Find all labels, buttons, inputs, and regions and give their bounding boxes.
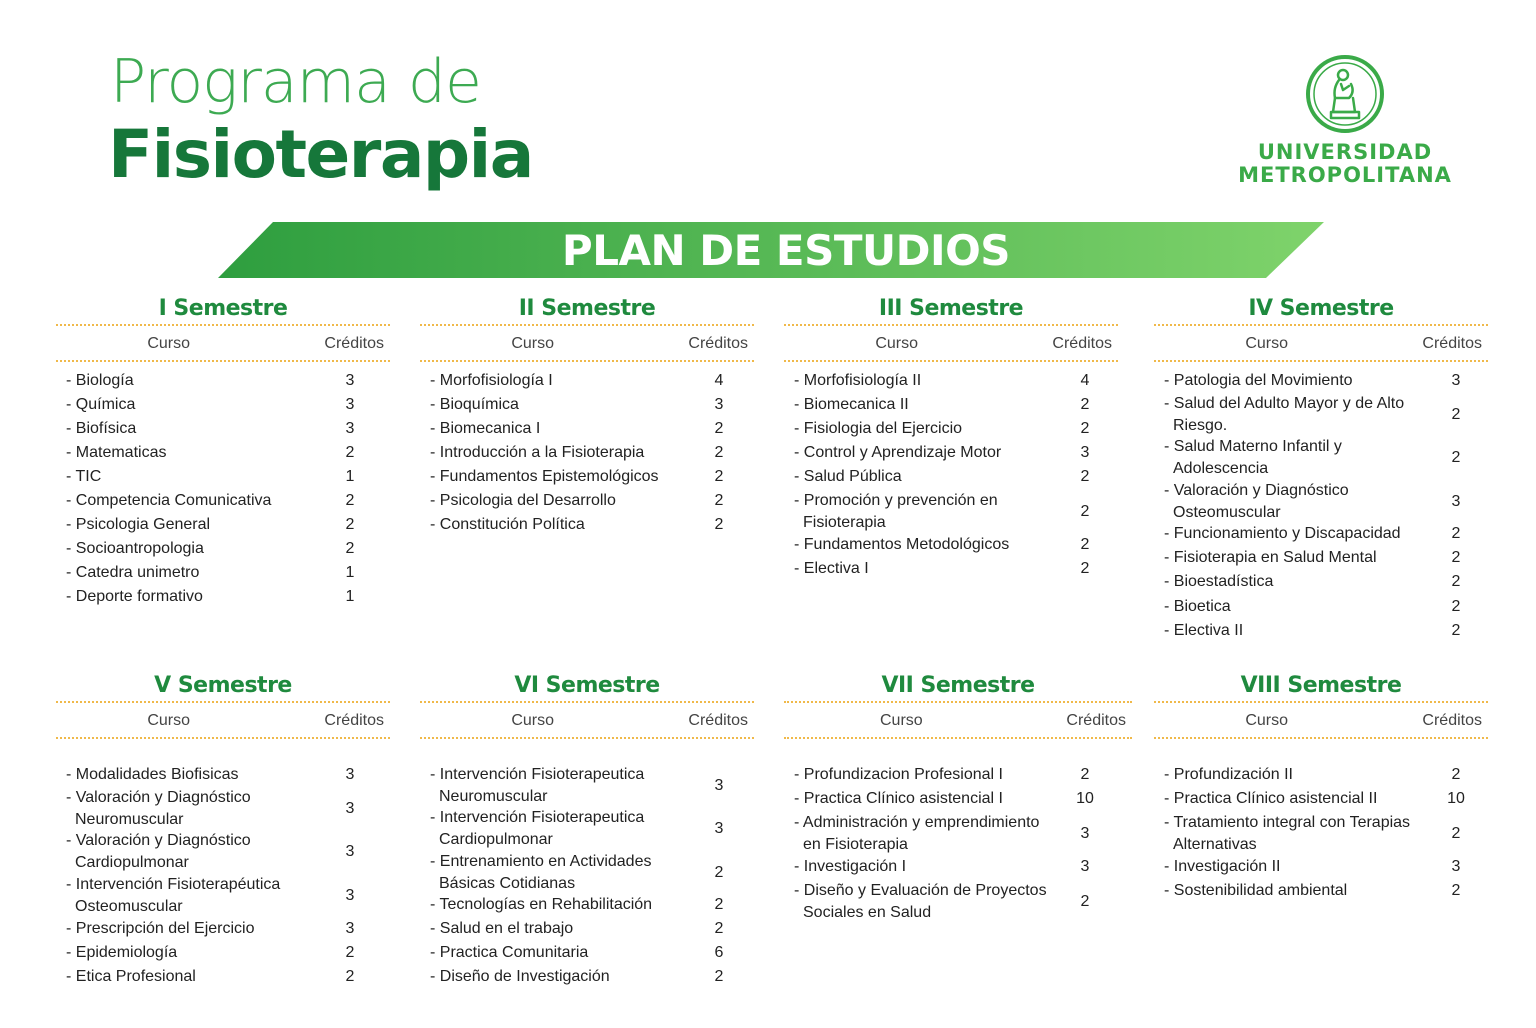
semester-title: I Semestre (158, 296, 288, 321)
course-name: - Morfofisiología II (794, 372, 922, 389)
dotted-divider (420, 737, 754, 739)
course-name: - Administración y emprendimiento (794, 814, 1040, 831)
semester-block (56, 671, 390, 985)
course-credits: 3 (714, 396, 724, 413)
course-name: - Fisioterapia en Salud Mental (1164, 549, 1377, 566)
course-name: - Salud en el trabajo (430, 920, 574, 937)
semester-block (1154, 671, 1488, 899)
course-credits: 2 (1080, 536, 1090, 553)
column-header-credits: Créditos (324, 712, 384, 729)
course-name: - Matematicas (66, 444, 167, 461)
semester-title: IV Semestre (1248, 296, 1394, 321)
course-name-continued: en Fisioterapia (803, 836, 908, 853)
course-name: - Diseño y Evaluación de Proyectos (794, 882, 1047, 899)
course-name: - Biomecanica II (794, 396, 909, 413)
course-name: - Bioquímica (430, 396, 519, 413)
course-name: - Practica Clínico asistencial II (1164, 790, 1378, 807)
column-header-credits: Créditos (1066, 712, 1126, 729)
course-credits: 2 (345, 516, 355, 533)
course-name: - Morfofisiología I (430, 372, 553, 389)
dotted-divider (1154, 737, 1488, 739)
column-header-credits: Créditos (688, 335, 748, 352)
course-name-continued: Osteomuscular (1173, 504, 1281, 521)
course-name: - Practica Comunitaria (430, 944, 589, 961)
course-credits: 3 (1451, 493, 1461, 510)
column-header-course: Curso (147, 335, 191, 352)
course-name-continued: Alternativas (1173, 836, 1257, 853)
column-header-credits: Créditos (324, 335, 384, 352)
course-name: - Epidemiología (66, 944, 178, 961)
course-credits: 2 (714, 444, 724, 461)
course-credits: 2 (714, 896, 724, 913)
course-name: - Diseño de Investigación (430, 968, 610, 985)
course-name: - Biomecanica I (430, 420, 541, 437)
course-credits: 2 (714, 420, 724, 437)
course-name-continued: Sociales en Salud (803, 904, 932, 921)
column-header-course: Curso (880, 712, 923, 729)
course-credits: 3 (345, 372, 355, 389)
course-name: - Electiva I (794, 560, 869, 577)
course-name: - Bioetica (1164, 598, 1231, 615)
course-name: - Practica Clínico asistencial I (794, 790, 1003, 807)
course-name: - Fundamentos Epistemológicos (430, 468, 659, 485)
course-name: - Salud del Adulto Mayor y de Alto (1164, 395, 1405, 412)
course-name: - Bioestadística (1164, 573, 1274, 590)
course-credits: 2 (1451, 525, 1461, 542)
course-credits: 3 (345, 396, 355, 413)
course-credits: 3 (1451, 858, 1461, 875)
thinker-emblem-icon (1305, 54, 1385, 134)
course-credits: 2 (345, 968, 355, 985)
course-name: - Constitución Política (430, 516, 585, 533)
course-name: - Modalidades Biofisicas (66, 766, 239, 783)
course-credits: 2 (1451, 449, 1461, 466)
course-credits: 2 (1451, 598, 1461, 615)
column-header-course: Curso (1245, 712, 1289, 729)
course-credits: 1 (345, 588, 355, 605)
column-header-course: Curso (511, 712, 555, 729)
course-credits: 3 (1080, 444, 1090, 461)
course-name: - Profundizacion Profesional I (794, 766, 1003, 783)
course-name: - Promoción y prevención en (794, 492, 998, 509)
course-name: - Intervención Fisioterapeutica (430, 809, 645, 826)
course-credits: 2 (345, 444, 355, 461)
column-header-course: Curso (511, 335, 555, 352)
course-name: - Catedra unimetro (66, 564, 200, 581)
course-name: - Prescripción del Ejercicio (66, 920, 255, 937)
course-name: - Sostenibilidad ambiental (1164, 882, 1348, 899)
course-name-continued: Osteomuscular (75, 898, 183, 915)
column-header (784, 326, 1118, 360)
column-header (56, 703, 390, 737)
program-title-line1: Programa de (110, 47, 481, 117)
semester-block (1154, 294, 1488, 639)
course-name-continued: Básicas Cotidianas (439, 875, 576, 892)
course-name: - Electiva II (1164, 622, 1244, 639)
course-name-continued: Adolescencia (1173, 460, 1269, 477)
course-credits: 10 (1076, 790, 1094, 807)
column-header-credits: Créditos (1422, 335, 1482, 352)
course-name: - Socioantropologia (66, 540, 204, 557)
course-name: - Psicologia General (66, 516, 211, 533)
dotted-divider (784, 737, 1132, 739)
course-name: - Biofísica (66, 420, 137, 437)
column-header (56, 326, 390, 360)
logo-text-line2: METROPOLITANA (1238, 163, 1452, 187)
semester-title: III Semestre (878, 296, 1024, 321)
course-name: - Deporte formativo (66, 588, 203, 605)
logo-text-line1: UNIVERSIDAD (1257, 140, 1433, 164)
course-credits: 3 (345, 800, 355, 817)
course-credits: 2 (714, 516, 724, 533)
course-credits: 1 (345, 564, 355, 581)
course-name: - Valoración y Diagnóstico (66, 789, 251, 806)
course-name-continued: Neuromuscular (439, 788, 548, 805)
course-name: - Fisiologia del Ejercicio (794, 420, 963, 437)
course-name-continued: Cardiopulmonar (439, 831, 553, 848)
course-credits: 3 (345, 920, 355, 937)
column-header (1154, 703, 1488, 737)
course-credits: 2 (1451, 882, 1461, 899)
dotted-divider (784, 360, 1118, 362)
course-name: - Valoración y Diagnóstico (66, 832, 251, 849)
course-name: - Investigación II (1164, 858, 1281, 875)
course-credits: 3 (345, 420, 355, 437)
course-name: - Salud Pública (794, 468, 902, 485)
course-credits: 2 (1080, 560, 1090, 577)
course-credits: 3 (714, 820, 724, 837)
column-header-credits: Créditos (1422, 712, 1482, 729)
course-credits: 2 (1080, 766, 1090, 783)
course-name: - Tecnologías en Rehabilitación (430, 896, 653, 913)
course-credits: 2 (1451, 766, 1461, 783)
column-header (1154, 326, 1488, 360)
university-logo (1230, 54, 1460, 194)
course-credits: 3 (1080, 858, 1090, 875)
column-header (420, 703, 754, 737)
dotted-divider (420, 360, 754, 362)
banner-title: PLAN DE ESTUDIOS (561, 225, 1011, 275)
course-name: - Etica Profesional (66, 968, 196, 985)
course-credits: 2 (714, 492, 724, 509)
course-credits: 10 (1447, 790, 1465, 807)
course-credits: 3 (1451, 372, 1461, 389)
course-credits: 4 (714, 372, 724, 389)
course-credits: 2 (1080, 893, 1090, 910)
course-name: - Tratamiento integral con Terapias (1164, 814, 1411, 831)
semester-block (420, 671, 754, 985)
column-header (784, 703, 1132, 737)
course-name: - TIC (66, 468, 102, 485)
course-credits: 2 (1451, 549, 1461, 566)
semester-title: VIII Semestre (1240, 673, 1402, 698)
course-name-continued: Neuromuscular (75, 811, 184, 828)
dotted-divider (56, 360, 390, 362)
course-name: - Psicologia del Desarrollo (430, 492, 616, 509)
course-credits: 2 (714, 968, 724, 985)
course-credits: 1 (345, 468, 355, 485)
semester-block (420, 294, 754, 533)
course-credits: 2 (714, 468, 724, 485)
semester-title: V Semestre (154, 673, 292, 698)
course-credits: 6 (714, 944, 724, 961)
semester-title: VI Semestre (514, 673, 660, 698)
course-name-continued: Fisioterapia (803, 514, 886, 531)
column-header-course: Curso (1245, 335, 1289, 352)
course-name: - Competencia Comunicativa (66, 492, 272, 509)
course-credits: 2 (1080, 396, 1090, 413)
course-name: - Profundización II (1164, 766, 1293, 783)
course-credits: 2 (345, 540, 355, 557)
semester-title: II Semestre (518, 296, 656, 321)
course-name: - Entrenamiento en Actividades (430, 853, 652, 870)
course-credits: 4 (1080, 372, 1090, 389)
course-name: - Patologia del Movimiento (1164, 372, 1353, 389)
course-credits: 3 (345, 887, 355, 904)
course-name: - Biología (66, 372, 134, 389)
course-credits: 2 (345, 944, 355, 961)
course-name-continued: Riesgo. (1173, 417, 1228, 434)
semester-block (784, 671, 1132, 921)
column-header-credits: Créditos (688, 712, 748, 729)
course-credits: 2 (1451, 825, 1461, 842)
course-credits: 3 (345, 766, 355, 783)
course-credits: 2 (1451, 406, 1461, 423)
course-credits: 2 (1451, 622, 1461, 639)
column-header-course: Curso (147, 712, 191, 729)
course-credits: 2 (714, 864, 724, 881)
course-credits: 2 (714, 920, 724, 937)
course-name: - Introducción a la Fisioterapia (430, 444, 645, 461)
column-header-credits: Créditos (1052, 335, 1112, 352)
course-name: - Fundamentos Metodológicos (794, 536, 1010, 553)
course-credits: 2 (1080, 503, 1090, 520)
course-name: - Valoración y Diagnóstico (1164, 482, 1349, 499)
course-credits: 2 (1080, 420, 1090, 437)
course-name: - Control y Aprendizaje Motor (794, 444, 1002, 461)
dotted-divider (56, 737, 390, 739)
course-name: - Investigación I (794, 858, 907, 875)
dotted-divider (1154, 360, 1488, 362)
plan-banner (218, 222, 1324, 278)
course-name: - Funcionamiento y Discapacidad (1164, 525, 1401, 542)
semester-title: VII Semestre (881, 673, 1035, 698)
course-name: - Salud Materno Infantil y (1164, 438, 1342, 455)
column-header (420, 326, 754, 360)
semester-block (56, 294, 390, 605)
program-title-line2: Fisioterapia (108, 116, 533, 193)
course-credits: 3 (714, 777, 724, 794)
semester-block (784, 294, 1118, 577)
course-credits: 3 (1080, 825, 1090, 842)
course-credits: 3 (345, 843, 355, 860)
course-credits: 2 (1080, 468, 1090, 485)
course-name: - Intervención Fisioterapéutica (66, 876, 281, 893)
course-name: - Química (66, 396, 136, 413)
course-credits: 2 (345, 492, 355, 509)
course-name: - Intervención Fisioterapeutica (430, 766, 645, 783)
course-name-continued: Cardiopulmonar (75, 854, 189, 871)
column-header-course: Curso (875, 335, 919, 352)
course-credits: 2 (1451, 573, 1461, 590)
